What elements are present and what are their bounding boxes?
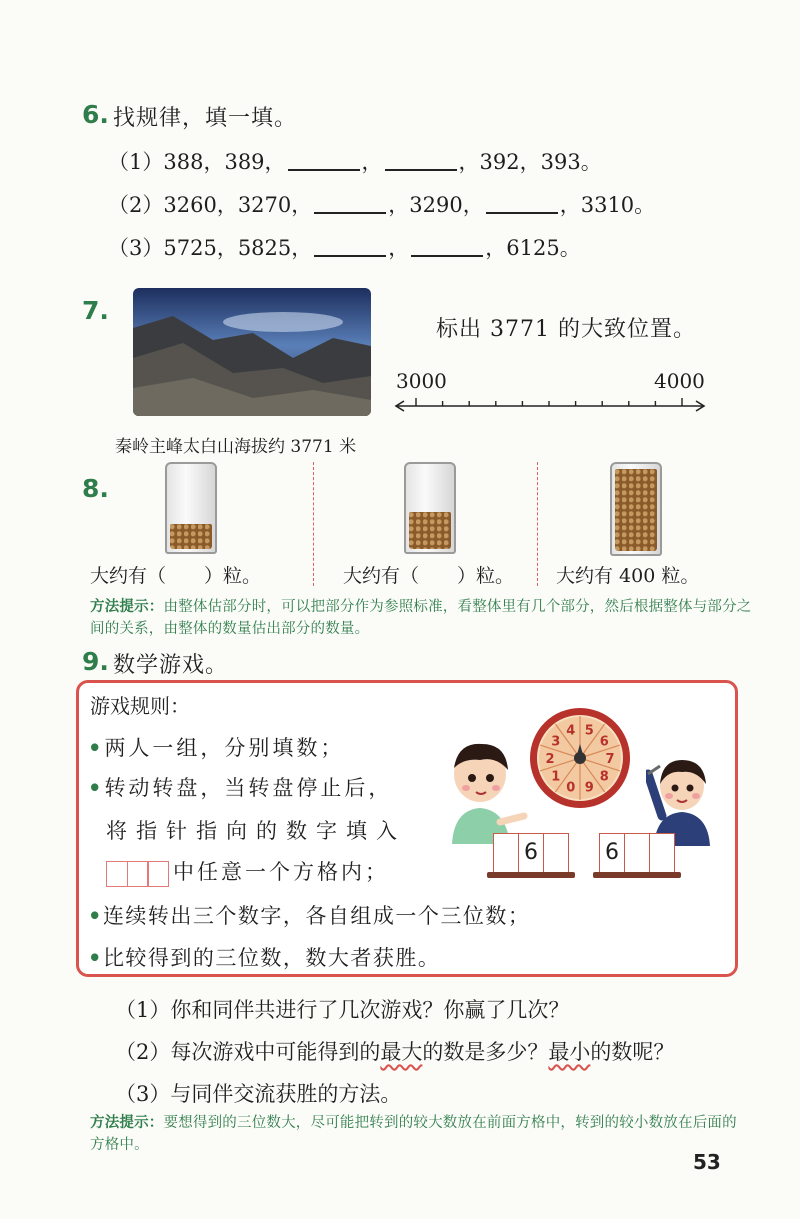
q8-number: 8. [82, 474, 109, 503]
answer-blank[interactable] [288, 149, 360, 171]
q8-hint [90, 596, 752, 640]
numberline-end-label: 4000 [654, 369, 705, 393]
item-label: （2） [108, 193, 164, 217]
question-text: 的数是多少？ [422, 1040, 549, 1064]
card-cell: 6 [519, 834, 544, 872]
card-cell [650, 834, 674, 872]
q9-hint [90, 1112, 750, 1156]
boy-icon [440, 738, 530, 844]
bullet: • [88, 735, 105, 760]
rules-title: 游戏规则： [90, 694, 190, 718]
item-text: ，392，393。 [458, 150, 602, 174]
divider [313, 462, 314, 586]
wheel-digit: 1 [551, 769, 561, 785]
question-keyword: 最小 [548, 1040, 591, 1064]
item-text: ， [361, 150, 383, 174]
hint-label: 方法提示： [90, 598, 164, 615]
item-text: ，3290， [388, 193, 484, 217]
item-label: （1） [108, 150, 164, 174]
item-text: ，3310。 [559, 193, 656, 217]
item-text: ， [388, 236, 410, 260]
bullet: • [88, 903, 103, 928]
divider [537, 462, 538, 586]
digit-cell [127, 861, 149, 887]
spinner-wheel[interactable] [528, 706, 632, 810]
item-text: ，6125。 [485, 236, 581, 260]
wheel-digit: 6 [599, 734, 609, 750]
wheel-digit: 7 [605, 752, 615, 767]
card-holder-base [487, 872, 575, 878]
beans [170, 524, 212, 549]
wheel-digit: 9 [584, 780, 594, 796]
q9-question-3: （3）与同伴交流获胜的方法。 [115, 1082, 402, 1106]
rule-text: 两人一组，分别填数； [104, 736, 345, 760]
jar-1-label: 大约有（ ）粒。 [90, 565, 262, 587]
question-text: 的数呢？ [590, 1040, 675, 1064]
photo-caption: 秦岭主峰太白山海拔约 3771 米 [115, 437, 357, 457]
card-cell [625, 834, 650, 872]
bullet: • [88, 945, 103, 970]
card-cell [544, 834, 568, 872]
hint-label: 方法提示： [90, 1114, 164, 1131]
wheel-digit: 3 [551, 734, 561, 750]
card-holder-right [599, 833, 675, 873]
wheel-digit: 5 [584, 723, 594, 739]
q7-number: 7. [82, 296, 109, 325]
item-text: 3260，3270， [163, 193, 313, 217]
answer-blank[interactable] [314, 192, 386, 214]
answer-blank[interactable] [411, 235, 483, 257]
item-text: 5725，5825， [163, 236, 313, 260]
rule-text: 中任意一个方格内； [173, 860, 389, 884]
rule-text: 比较得到的三位数，数大者获胜。 [102, 946, 441, 970]
number-line[interactable] [394, 392, 708, 416]
digit-cell [106, 861, 128, 887]
bullet: • [88, 775, 105, 800]
rule-text: 转动转盘，当转盘停止后， [104, 776, 393, 800]
card-holder-base [593, 872, 681, 878]
rule-2-end [106, 856, 389, 887]
question-keyword: 最大 [380, 1040, 423, 1064]
card-cell [494, 834, 519, 872]
item-text: 388，389， [163, 150, 286, 174]
numberline-start-label: 3000 [396, 369, 447, 393]
answer-blank[interactable] [314, 235, 386, 257]
wheel-digit: 2 [545, 752, 555, 767]
page-number: 53 [693, 1150, 721, 1174]
mountain-photo [133, 288, 371, 416]
card-holder-left [493, 833, 569, 873]
rule-2 [88, 772, 392, 802]
wheel-digit: 0 [566, 780, 576, 796]
item-label: （3） [108, 236, 164, 260]
rule-1 [88, 732, 344, 762]
wheel-digit: 8 [599, 769, 609, 785]
q6-item-3 [108, 232, 581, 262]
jar-2-label: 大约有（ ）粒。 [343, 565, 515, 587]
q6-item-2 [108, 189, 655, 219]
q7-instruction: 标出 3771 的大致位置。 [436, 317, 696, 342]
hint-text: 由整体估部分时，可以把部分作为参照标准，看整体里有几个部分，然后根据整体与部分之间的关系，由整体的数量估出部分的数量。 [90, 599, 752, 637]
wheel-digit: 4 [566, 723, 576, 739]
rule-2-cont: 将指针指向的数字填入 [106, 819, 406, 843]
digit-cell [147, 861, 169, 887]
question-text: （2）每次游戏中可能得到的 [115, 1040, 381, 1064]
q6-item-1 [108, 146, 602, 176]
q6-number: 6. [82, 100, 109, 129]
jar-1 [165, 462, 217, 554]
jar-3-label: 大约有 400 粒。 [556, 565, 700, 587]
q6-title: 找规律，填一填。 [113, 106, 298, 131]
answer-blank[interactable] [486, 192, 558, 214]
q9-question-2 [115, 1036, 674, 1066]
hint-text: 要想得到的三位数大，尽可能把转到的较大数放在前面方格中，转到的较小数放在后面的方格中。 [90, 1115, 737, 1153]
beans [409, 512, 451, 549]
rule-3 [88, 900, 530, 930]
jar-3 [610, 462, 662, 556]
rule-4 [88, 942, 440, 972]
beans [615, 469, 657, 551]
rule-text: 连续转出三个数字，各自组成一个三位数； [102, 904, 531, 928]
q9-question-1: （1）你和同伴共进行了几次游戏？你赢了几次？ [115, 998, 570, 1022]
q9-number: 9. [82, 647, 109, 676]
answer-blank[interactable] [385, 149, 457, 171]
mountain-icon [133, 288, 371, 416]
card-cell: 6 [600, 834, 625, 872]
q9-title: 数学游戏。 [113, 653, 229, 678]
jar-2 [404, 462, 456, 554]
